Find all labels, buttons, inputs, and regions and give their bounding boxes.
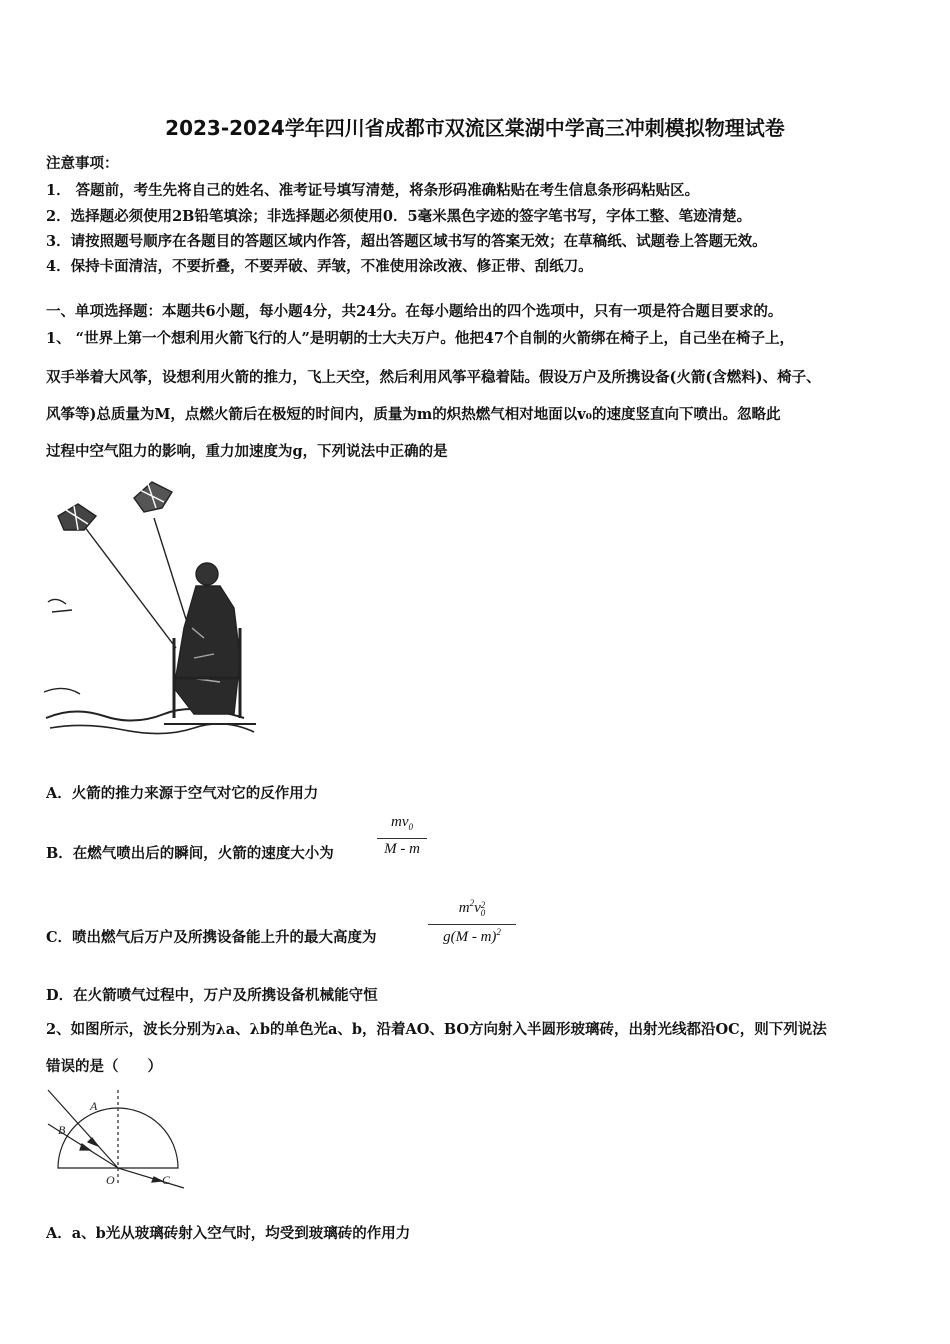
q1-option-c: C．喷出燃气后万户及所携设备能上升的最大高度为 — [46, 929, 377, 946]
question-1-text: 过程中空气阻力的影响，重力加速度为g，下列说法中正确的是 — [46, 443, 448, 460]
fraction-b — [377, 814, 427, 864]
q2-option-a: A．a、b光从玻璃砖射入空气时，均受到玻璃砖的作用力 — [46, 1225, 411, 1242]
page-title: 2023-2024学年四川省成都市双流区棠湖中学高三冲刺模拟物理试卷 — [165, 116, 785, 140]
label-b: B — [58, 1123, 66, 1137]
fraction-b-denominator: M - m — [384, 841, 420, 857]
label-a: A — [90, 1099, 98, 1113]
question-1-text: 双手举着大风筝，设想利用火箭的推力，飞上天空，然后利用风筝平稳着陆。假设万户及所携设备(火箭(含燃料)、椅子、 — [46, 369, 821, 386]
question-2-text: 2、如图所示，波长分别为λa、λb的单色光a、b，沿着AO、BO方向射入半圆形玻璃砖，出射光线都沿OC，则下列说法 — [46, 1021, 827, 1038]
fraction-c-denominator: g(M - m)$^2$ — [443, 927, 501, 945]
notice-item: 2．选择题必须使用2B铅笔填涂；非选择题必须使用0．5毫米黑色字迹的签字笔书写，字体工整、笔迹清楚。 — [46, 208, 752, 225]
label-o: O — [106, 1173, 115, 1187]
q1-option-a: A．火箭的推力来源于空气对它的反作用力 — [46, 785, 319, 802]
section-heading: 一、单项选择题：本题共6小题，每小题4分，共24分。在每小题给出的四个选项中，只有一项是符合题目要求的。 — [46, 303, 783, 320]
label-c: C — [162, 1173, 171, 1187]
notice-item: 4．保持卡面清洁，不要折叠，不要弄破、弄皱，不准使用涂改液、修正带、刮纸刀。 — [46, 258, 593, 275]
q1-option-d: D．在火箭喷气过程中，万户及所携设备机械能守恒 — [46, 987, 378, 1004]
notice-heading: 注意事项： — [46, 155, 119, 172]
fraction-b-numerator: $mv_0$ — [391, 814, 413, 832]
fraction-c-numerator: $m^2v$ 2 0 — [458, 898, 486, 918]
notice-item: 3．请按照题号顺序在各题目的答题区域内作答，超出答题区域书写的答案无效；在草稿纸、试题卷上答题无效。 — [46, 233, 767, 250]
question-1-text: 风筝等)总质量为M，点燃火箭后在极短的时间内，质量为m的炽热燃气相对地面以v₀的速度竖直向下喷出。忽略此 — [46, 406, 781, 423]
q1-option-b: B．在燃气喷出后的瞬间，火箭的速度大小为 — [46, 845, 334, 862]
notice-item: 1． 答题前，考生先将自己的姓名、准考证号填写清楚，将条形码准确粘贴在考生信息条形码粘贴区。 — [46, 182, 700, 199]
glass-semicircle-diagram — [44, 1084, 194, 1194]
fraction-c — [428, 898, 516, 950]
question-1-text: 1、 “世界上第一个想利用火箭飞行的人”是明朝的士大夫万户。他把47个自制的火箭绑在椅子上，自己坐在椅子上， — [46, 330, 794, 347]
question-2-text: 错误的是（ ） — [46, 1058, 162, 1075]
wanhu-illustration — [44, 478, 264, 743]
